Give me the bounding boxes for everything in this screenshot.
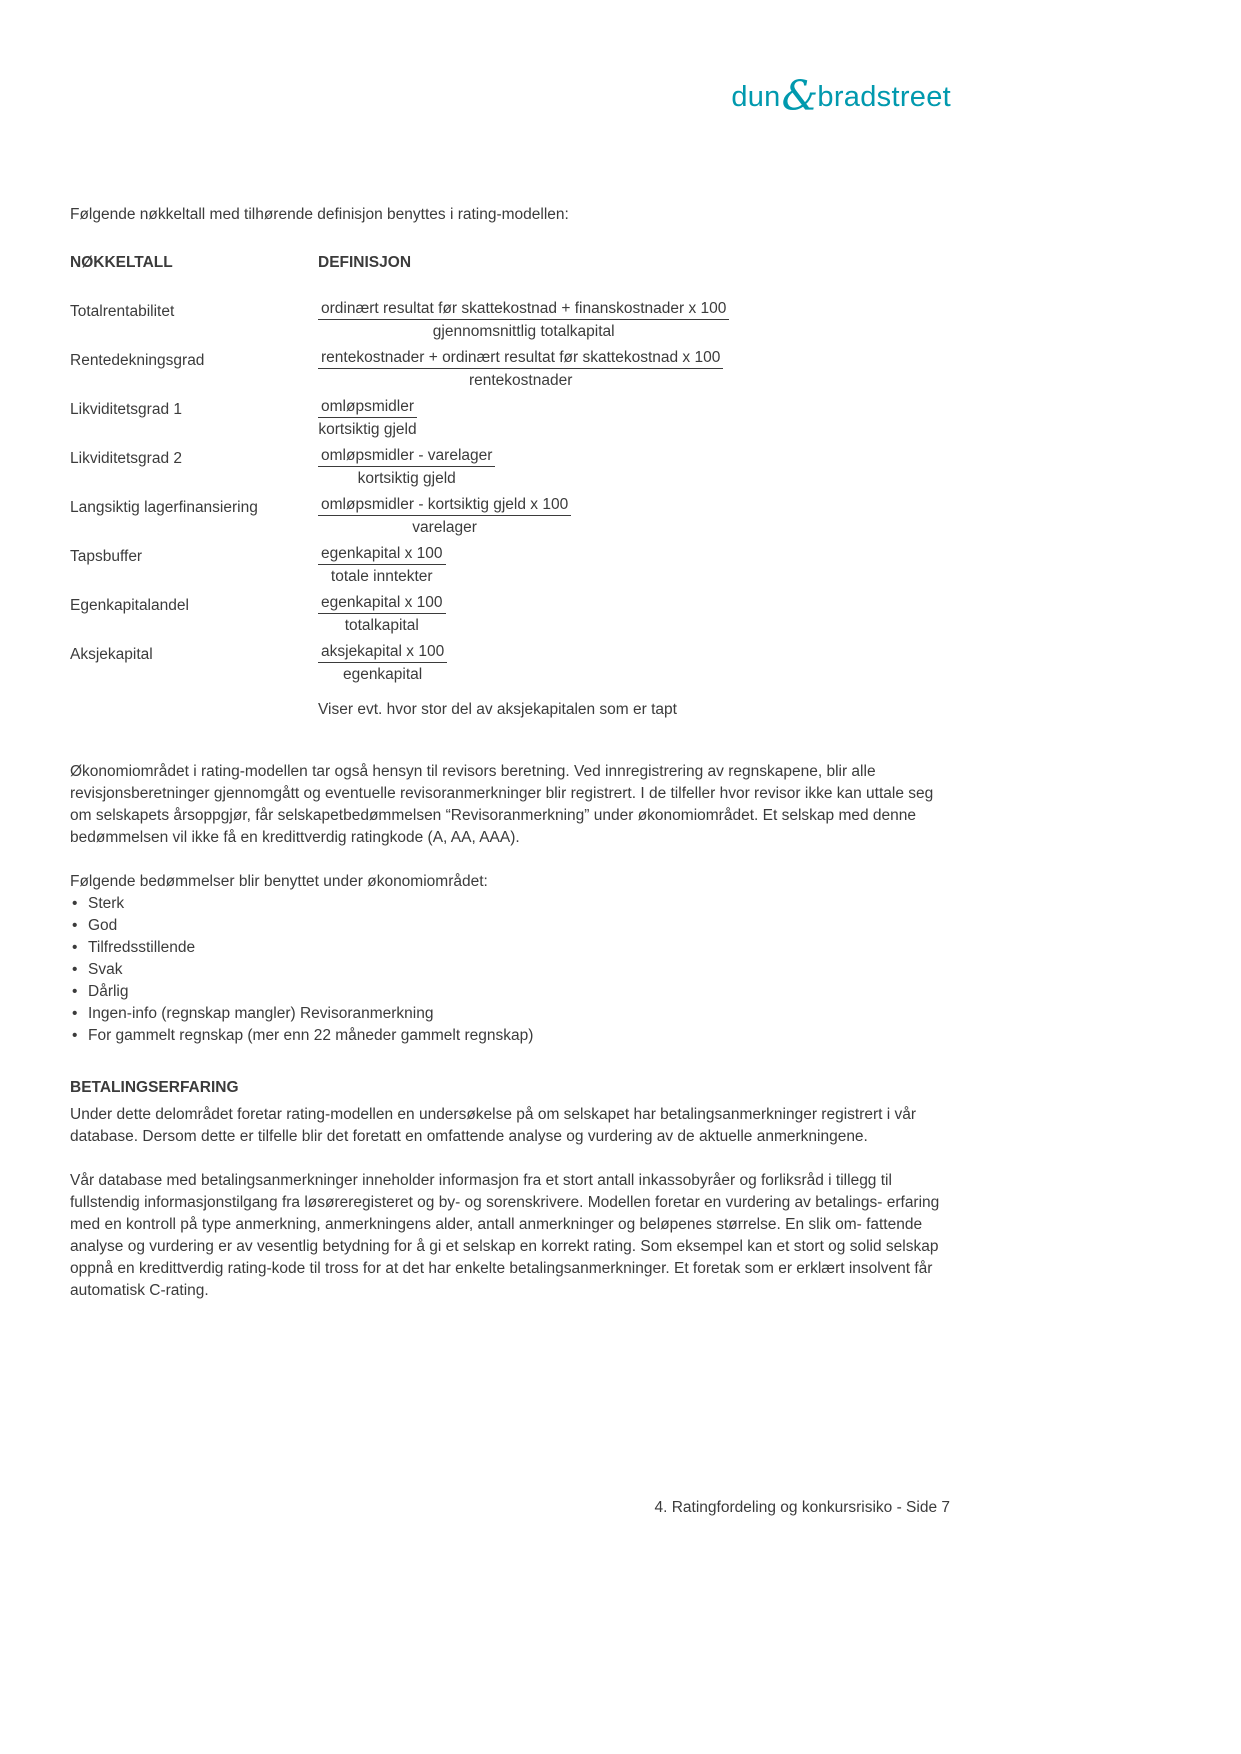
fraction-numerator: rentekostnader + ordinært resultat før skattekostnad x 100: [318, 348, 723, 369]
fraction: [318, 642, 447, 684]
list-item: • Tilfredsstillende: [70, 937, 950, 959]
fraction: [318, 446, 495, 488]
intro-text: Følgende nøkkeltall med tilhørende definisjon benyttes i rating-modellen:: [70, 206, 569, 223]
fraction-denominator: gjennomsnittlig totalkapital: [432, 323, 615, 340]
dun-bradstreet-logo: [731, 72, 951, 120]
ratio-definition: [318, 299, 950, 341]
ratio-label: Aksjekapital: [70, 646, 153, 663]
ratio-label: Langsiktig lagerfinansiering: [70, 499, 258, 516]
fraction-numerator: omløpsmidler - kortsiktig gjeld x 100: [318, 495, 571, 516]
economy-paragraph: Økonomiområdet i rating-modellen tar også hensyn til revisors beretning. Ved innregistrering av regnskapene, blir alle revisjonsberetninger gjennomgått og eventuelle revisoranmerkninger blir registrert. I de tilfeller hvor revisor ikke kan uttale seg om selskapets årsoppgjør, får selskapetbedømmelsen “Revisoranmerkning” under økonomiområdet. Et selskap med denne bedømmelsen vil ikke få en kredittverdig ratingkode (A, AA, AAA).: [70, 763, 934, 846]
list-item: • God: [70, 915, 950, 937]
fraction-numerator: egenkapital x 100: [318, 544, 446, 565]
column-header-definisjon: DEFINISJON: [318, 254, 412, 271]
fraction: [318, 397, 417, 439]
ratio-label: Egenkapitalandel: [70, 597, 189, 614]
logo-text-dun: dun: [731, 81, 781, 113]
fraction-denominator: kortsiktig gjeld: [357, 470, 456, 487]
table-row: [70, 544, 950, 586]
table-row: [70, 446, 950, 488]
ratio-definition: [318, 495, 950, 537]
fraction: [318, 544, 446, 586]
table-row: [70, 593, 950, 635]
table-row: [70, 495, 950, 537]
ratio-definition: [318, 642, 950, 684]
fraction-numerator: omløpsmidler: [318, 397, 417, 418]
list-item: • For gammelt regnskap (mer enn 22 måneder gammelt regnskap): [70, 1025, 950, 1047]
table-row: [70, 397, 950, 439]
ratio-label: Rentedekningsgrad: [70, 352, 205, 369]
table-row: [70, 348, 950, 390]
ratio-label: Likviditetsgrad 2: [70, 450, 183, 467]
logo-text-bradstreet: bradstreet: [817, 81, 951, 113]
column-header-nokkeltall: NØKKELTALL: [70, 254, 173, 271]
fraction-denominator: totale inntekter: [330, 568, 433, 585]
assessment-list: [70, 893, 950, 1047]
list-item: • Ingen-info (regnskap mangler) Revisoranmerkning: [70, 1003, 950, 1025]
fraction-numerator: egenkapital x 100: [318, 593, 446, 614]
fraction: [318, 593, 446, 635]
page-footer: 4. Ratingfordeling og konkursrisiko - Side 7: [654, 1499, 950, 1516]
ratio-definition: [318, 544, 950, 586]
list-item: • Sterk: [70, 893, 950, 915]
payment-paragraph-1: Under dette delområdet foretar rating-modellen en undersøkelse på om selskapet har betalingsanmerkninger registrert i vår database. Dersom dette er tilfelle blir det foretatt en omfattende analyse og vurdering av de aktuelle anmerkningene.: [70, 1106, 917, 1145]
ratio-definition: [318, 397, 950, 439]
list-item: • Svak: [70, 959, 950, 981]
fraction-numerator: ordinært resultat før skattekostnad + finanskostnader x 100: [318, 299, 729, 320]
betalingserfaring-heading: BETALINGSERFARING: [70, 1079, 239, 1096]
fraction-denominator: egenkapital: [342, 666, 423, 683]
table-row: [70, 299, 950, 341]
list-item: • Dårlig: [70, 981, 950, 1003]
logo-ampersand-icon: &: [781, 72, 819, 120]
fraction-denominator: totalkapital: [344, 617, 419, 634]
aksjekapital-note: Viser evt. hvor stor del av aksjekapitalen som er tapt: [318, 701, 677, 718]
table-row: [70, 642, 950, 684]
fraction-denominator: rentekostnader: [468, 372, 573, 389]
fraction-denominator: varelager: [412, 519, 477, 536]
ratio-table: [70, 299, 950, 684]
fraction-denominator: kortsiktig gjeld: [318, 421, 417, 438]
ratio-definition: [318, 593, 950, 635]
fraction-numerator: aksjekapital x 100: [318, 642, 447, 663]
assessment-list-intro: Følgende bedømmelser blir benyttet under økonomiområdet:: [70, 873, 488, 890]
table-header-row: [70, 254, 950, 272]
fraction-numerator: omløpsmidler - varelager: [318, 446, 495, 467]
fraction: [318, 348, 723, 390]
ratio-definition: [318, 348, 950, 390]
ratio-label: Tapsbuffer: [70, 548, 143, 565]
payment-paragraph-2: Vår database med betalingsanmerkninger inneholder informasjon fra et stort antall inkassobyråer og forliksråd i tillegg til fullstendig informasjonstilgang fra løsøreregisteret og by- og sorenskrivere. Modellen foretar en vurdering av betalings- erfaring med en kontroll på type anmerkning, anmerkningens alder, antall anmerkninger og beløpenes størrelse. En slik om- fattende analyse og vurdering er av vesentlig betydning for å gi et selskap en korrekt rating. Som eksempel kan et stort og solid selskap oppnå en kredittverdig rating-kode til tross for at det har enkelte betalingsanmerkninger. Et foretak som er erklært insolvent får automatisk C-rating.: [70, 1172, 940, 1299]
ratio-definition: [318, 446, 950, 488]
fraction: [318, 495, 571, 537]
ratio-label: Totalrentabilitet: [70, 303, 175, 320]
fraction: [318, 299, 729, 341]
ratio-label: Likviditetsgrad 1: [70, 401, 183, 418]
